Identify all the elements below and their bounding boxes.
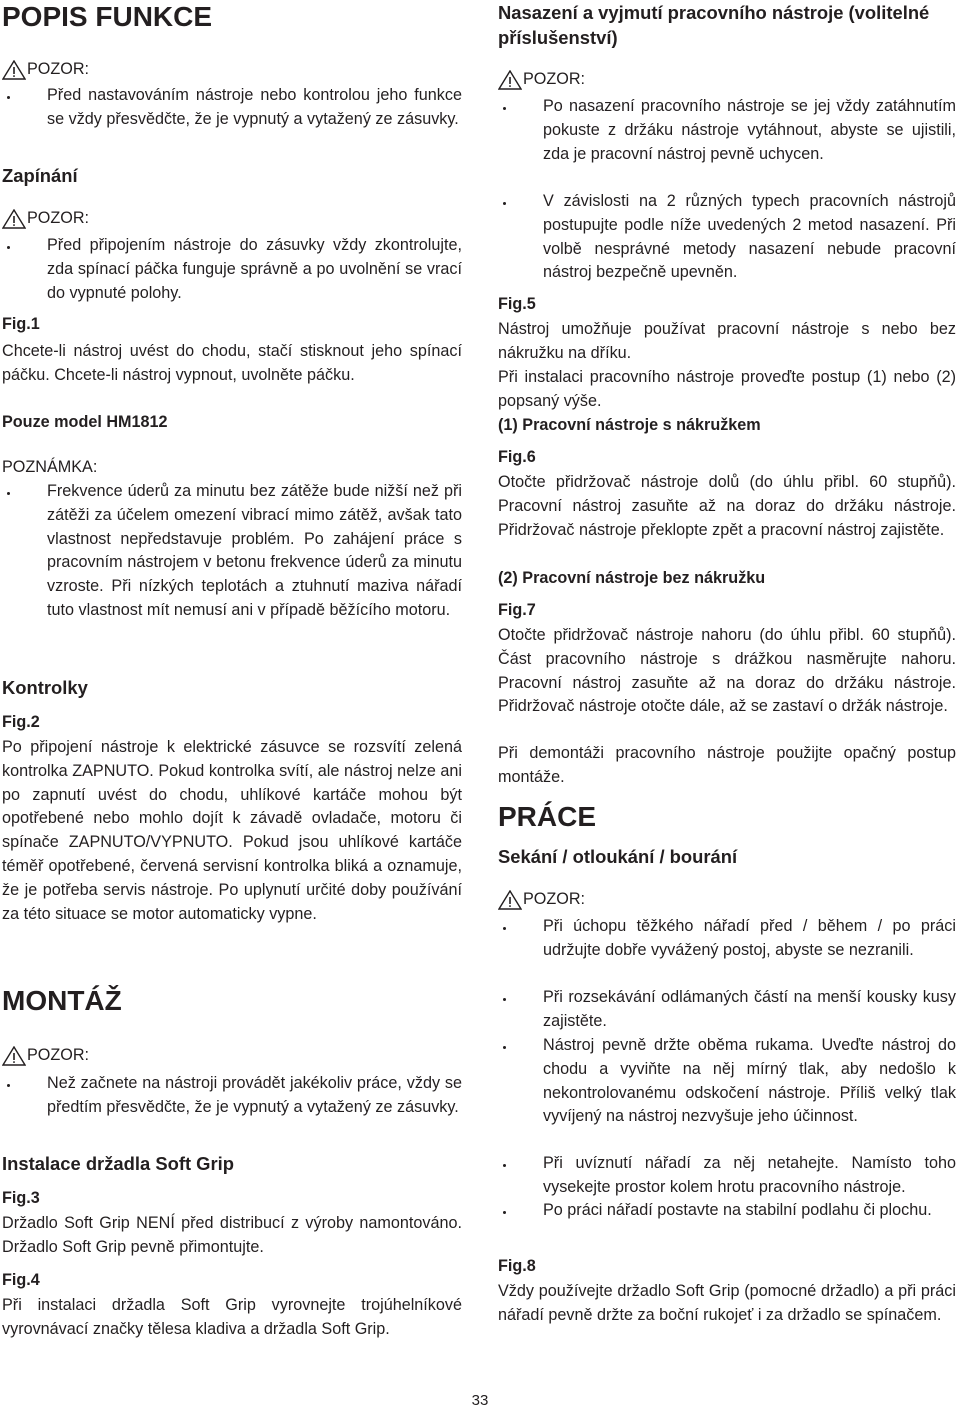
- caution-heading: POZOR:: [498, 68, 585, 90]
- subheading-zapinani: Zapínání: [2, 165, 78, 186]
- subheading-nasazeni: Nasazení a vyjmutí pracovního nástroje (volitelné příslušenství): [498, 2, 930, 48]
- subheading-instalace: Instalace držadla Soft Grip: [2, 1153, 234, 1174]
- warning-triangle-icon: [498, 70, 522, 90]
- paragraph: Otočte přidržovač nástroje dolů (do úhlu přibl. 60 stupňů). Pracovní nástroj zasuňte až na doraz do držáku nástroje. Přidržovač nástroje překlopte zpět a pracovní nástroj zajistěte.: [498, 473, 956, 539]
- figure-ref-8: Fig.8: [498, 1257, 536, 1275]
- figure-ref-6: Fig.6: [498, 448, 536, 466]
- paragraph: Nástroj umožňuje používat pracovní nástroje s nebo bez nákružku na dříku.: [498, 320, 956, 362]
- paragraph: Držadlo Soft Grip NENÍ před distribucí z výroby namontováno. Držadlo Soft Grip pevně přimontujte.: [2, 1214, 462, 1256]
- list-item: Po nasazení pracovního nástroje se jej vždy zatáhnutím pokuste z držáku nástroje vytáhnout, abyste se ujistili, zda je pracovní nástroj pevně uchycen.: [498, 95, 956, 166]
- list-item: Při rozsekávání odlámaných částí na menší kousky kusy zajistěte.: [498, 986, 956, 1034]
- subheading-without-collar: (2) Pracovní nástroje bez nákružku: [498, 569, 766, 587]
- caution-heading: POZOR:: [498, 888, 585, 910]
- list-item: Po práci nářadí postavte na stabilní podlahu či plochu.: [498, 1199, 956, 1223]
- figure-ref-2: Fig.2: [2, 713, 40, 731]
- paragraph: Při demontáži pracovního nástroje použijte opačný postup montáže.: [498, 744, 956, 786]
- paragraph: Po připojení nástroje k elektrické zásuvce se rozsvítí zelená kontrolka ZAPNUTO. Pokud kontrolka svítí, ale nástroj nelze ani po zapnutí uvést do chodu, uhlíkové kartáče mohou být opotřebené nebo mohlo dojít k závadě ovladače, motoru či spínače ZAPNUTO/VYPNUTO. Pokud jsou uhlíkové kartáče téměř opotřebené, červená servisní kontrolka bliká a oznamuje, že je potřeba servis nástroje. Po uplynutí určité doby používání za této situace se motor automaticky vypne.: [2, 738, 462, 923]
- list-item: Nástroj pevně držte oběma rukama. Uveďte nástroj do chodu a vyviňte na něj mírný tlak, aby nedošlo k nekontrolovanému odskočení nástroje. Příliš velký tlak vyvíjený na nástroj nezvyšuje jeho účinnost.: [498, 1034, 956, 1129]
- list-item: Při úchopu těžkého nářadí před / během / po práci udržujte dobře vyvážený postoj, abyste se nezranili.: [498, 915, 956, 963]
- list-item: Při uvíznutí nářadí za něj netahejte. Namísto toho vysekejte prostor kolem hrotu pracovního nástroje.: [498, 1152, 956, 1200]
- paragraph: Při instalaci držadla Soft Grip vyrovnejte trojúhelníkové vyrovnávací značky tělesa kladiva a držadla Soft Grip.: [2, 1296, 462, 1338]
- figure-ref-1: Fig.1: [2, 315, 40, 333]
- note-heading: POZNÁMKA:: [2, 458, 98, 476]
- caution-heading: POZOR:: [2, 207, 89, 229]
- figure-ref-3: Fig.3: [2, 1189, 40, 1207]
- subheading-kontrolky: Kontrolky: [2, 677, 88, 698]
- paragraph: Chcete-li nástroj uvést do chodu, stačí stisknout jeho spínací páčku. Chcete-li nástroj vypnout, uvolněte páčku.: [2, 342, 462, 384]
- warning-triangle-icon: [2, 209, 26, 229]
- list-item: Před připojením nástroje do zásuvky vždy zkontrolujte, zda spínací páčka funguje správně a po uvolnění se vrací do vypnuté polohy.: [2, 234, 462, 305]
- model-note: Pouze model HM1812: [2, 413, 168, 431]
- caution-heading: POZOR:: [2, 1044, 89, 1066]
- caution-heading: POZOR:: [2, 58, 89, 80]
- warning-triangle-icon: [498, 890, 522, 910]
- figure-ref-4: Fig.4: [2, 1271, 40, 1289]
- section-title-montaz: MONTÁŽ: [2, 985, 122, 1016]
- section-title-popis-funkce: POPIS FUNKCE: [2, 1, 213, 32]
- paragraph: Při instalaci pracovního nástroje proveďte postup (1) nebo (2) popsaný výše.: [498, 368, 956, 410]
- warning-triangle-icon: [2, 60, 26, 80]
- list-item: Frekvence úderů za minutu bez zátěže bude nižší než při zátěži za účelem omezení vibrací mimo zátěž, avšak tato vlastnost nepředstavuje problém. Po zahájení práce s pracovním nástrojem v betonu frekvence úderů za minutu vzroste. Při nízkých teplotách a ztuhnutí maziva nářadí tuto vlastnost mít nemusí ani v případě běžícího motoru.: [2, 480, 462, 623]
- list-item: Než začnete na nástroji provádět jakékoliv práce, vždy se předtím přesvědčte, že je vypnutý a vytažený ze zásuvky.: [2, 1072, 462, 1120]
- section-title-prace: PRÁCE: [498, 801, 597, 832]
- paragraph: Vždy používejte držadlo Soft Grip (pomocné držadlo) a při práci nářadí pevně držte za boční rukojeť i za držadlo se spínačem.: [498, 1282, 956, 1324]
- list-item: V závislosti na 2 různých typech pracovních nástrojů postupujte podle níže uvedených 2 metod nasazení. Při volbě nesprávné metody nasazení nebude pracovní nástroj bezpečně upevněn.: [498, 190, 956, 285]
- paragraph: Otočte přidržovač nástroje nahoru (do úhlu přibl. 60 stupňů). Část pracovního nástroje s drážkou nasměrujte nahoru. Pracovní nástroj zasuňte až na doraz do držáku nástroje. Přidržovač nástroje otočte dále, až se zastaví o držák nástroje.: [498, 626, 956, 716]
- list-item: Před nastavováním nástroje nebo kontrolou jeho funkce se vždy přesvědčte, že je vypnutý a vytažený ze zásuvky.: [2, 84, 462, 132]
- subheading-with-collar: (1) Pracovní nástroje s nákružkem: [498, 416, 761, 434]
- page-number: 33: [471, 1392, 489, 1409]
- warning-triangle-icon: [2, 1046, 26, 1066]
- subheading-sekani: Sekání / otloukání / bourání: [498, 846, 738, 867]
- figure-ref-7: Fig.7: [498, 601, 536, 619]
- figure-ref-5: Fig.5: [498, 295, 536, 313]
